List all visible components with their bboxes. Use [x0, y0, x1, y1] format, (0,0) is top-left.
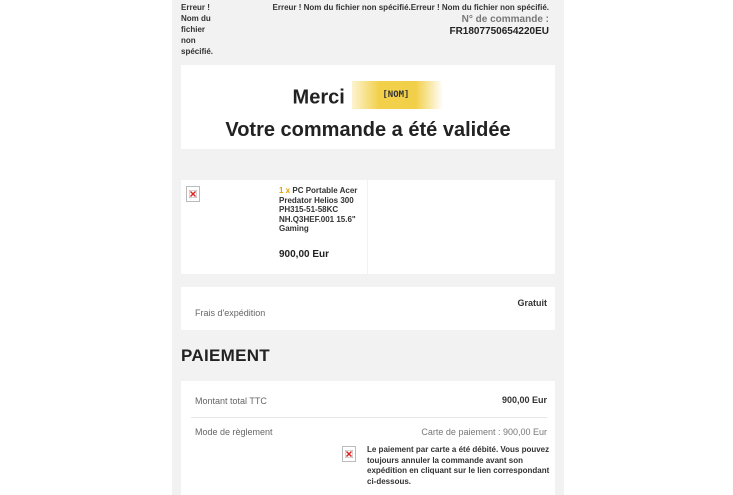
email-body [172, 0, 564, 495]
shipping-value: Gratuit [517, 298, 547, 308]
payment-method-value: Carte de paiement : 900,00 Eur [421, 427, 547, 437]
total-value: 900,00 Eur [501, 395, 547, 405]
broken-image-icon[interactable] [186, 186, 200, 202]
product-quantity: 1 x [279, 186, 291, 195]
product-name: PC Portable Acer Predator Helios 300 PH315-51-58KC NH.Q3HEF.001 15.6" Gaming [279, 186, 358, 234]
payment-method-label: Mode de règlement [195, 427, 273, 437]
payment-separator [191, 417, 547, 418]
order-number: FR1807750654220EU [449, 26, 549, 37]
header-right [249, 2, 549, 38]
broken-image-icon [342, 446, 356, 462]
product-price: 900,00 Eur [279, 249, 330, 260]
payment-note: Le paiement par carte a été débité. Vous pouvez toujours annuler la commande avant son expédition en cliquant sur le lien correspondant ci-dessous. [367, 445, 550, 486]
product-card [181, 180, 555, 274]
broken-image-x-icon [345, 450, 353, 458]
order-validated-title: Votre commande a été validée [225, 119, 511, 141]
broken-image-x-icon [189, 190, 197, 198]
order-number-label: N° de commande : [461, 14, 549, 25]
shipping-label: Frais d'expédition [195, 308, 266, 318]
product-divider [367, 180, 368, 274]
header-error-left: Erreur ! Nom du fichier non spécifié. [181, 3, 214, 56]
product-title[interactable] [279, 186, 365, 234]
payment-card [181, 381, 555, 495]
merci-line [181, 84, 555, 112]
shipping-card [181, 287, 555, 330]
header-error-right: Erreur ! Nom du fichier non spécifié.Erreur ! Nom du fichier non spécifié. [272, 3, 549, 12]
merci-text: Merci [292, 86, 345, 109]
payment-title: PAIEMENT [181, 346, 270, 365]
thanks-panel [181, 65, 555, 149]
total-label: Montant total TTC [195, 396, 267, 406]
customer-name-highlight: [NOM] [352, 81, 443, 109]
